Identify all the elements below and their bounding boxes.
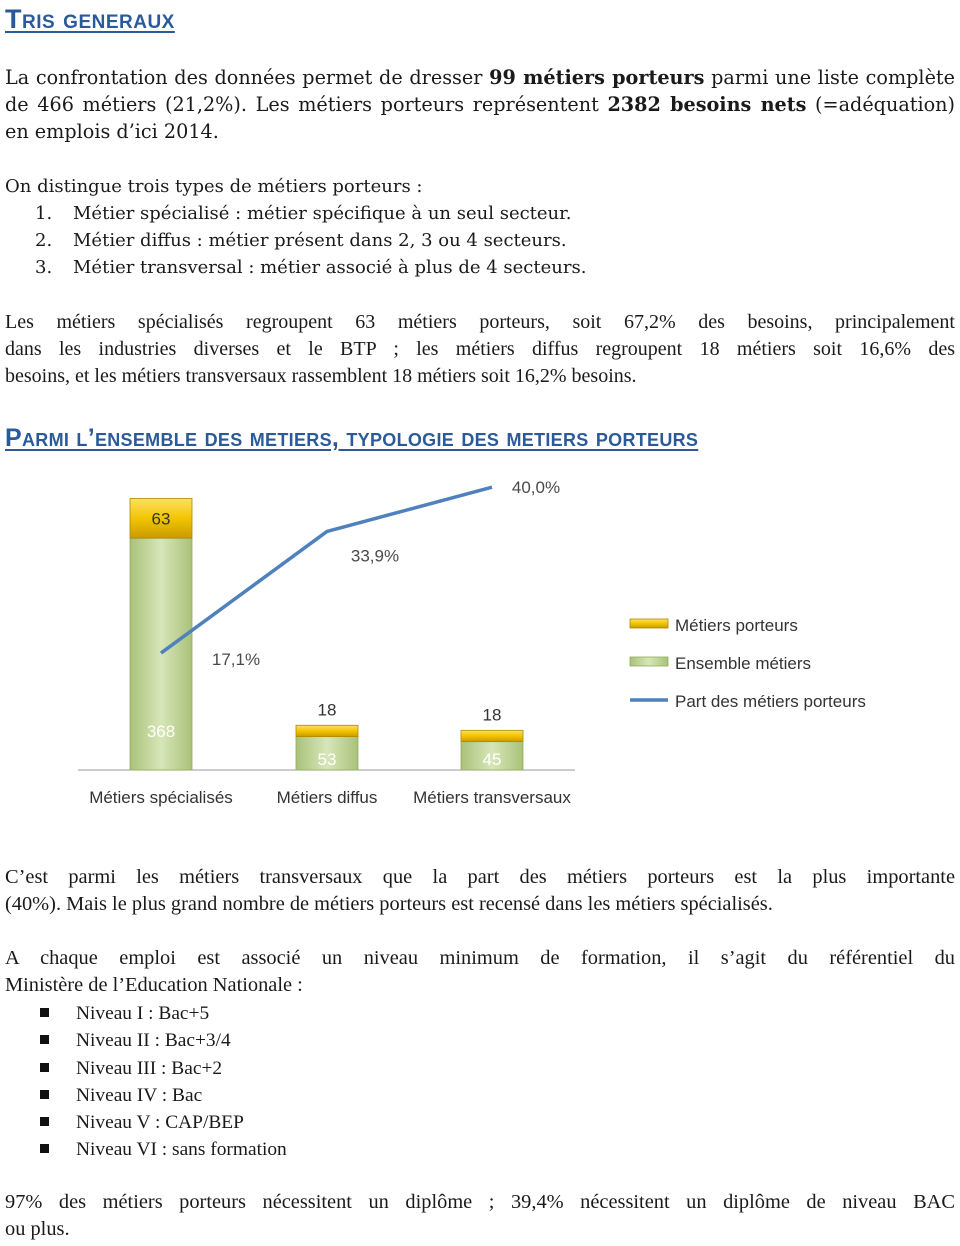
types-intro: On distingue trois types de métiers porteurs : xyxy=(5,176,423,197)
section-title-typologie: Parmi l’ensemble des metiers, typologie des metiers porteurs xyxy=(5,424,699,452)
data-label-ensemble: 53 xyxy=(317,750,337,769)
x-tick-label: Métiers spécialisés xyxy=(89,788,233,807)
bar-metiers-porteurs xyxy=(461,730,523,741)
intro-text: (=adéquation) xyxy=(806,93,956,116)
legend-label: Part des métiers porteurs xyxy=(675,692,866,711)
list-item: Niveau I : Bac+5 xyxy=(40,1000,287,1027)
intro-highlight-metiers: 99 métiers porteurs xyxy=(489,66,705,89)
formation-paragraph: A chaque emploi est associé un niveau minimum de formation, il s’agit du référentiel du Ministère de l’Education Nationale : xyxy=(5,947,955,996)
intro-highlight-besoins: 2382 besoins nets xyxy=(607,93,807,116)
intro-text: La confrontation des données permet de dresser xyxy=(5,66,490,89)
legend-label: Ensemble métiers xyxy=(675,654,812,673)
x-tick-label: Métiers transversaux xyxy=(413,788,571,807)
data-label-porteurs: 63 xyxy=(151,509,171,529)
list-item: Niveau VI : sans formation xyxy=(40,1136,287,1163)
list-item: Niveau IV : Bac xyxy=(40,1082,287,1109)
bullet-square-icon xyxy=(40,1144,49,1153)
summary-paragraph: Les métiers spécialisés regroupent 63 métiers porteurs, soit 67,2% des besoins, principalement dans les industries diverses et le BTP ; les métiers diffus regroupent 18 métiers soit 16,6% des besoins, et les métiers transversaux rassemblent 18 métiers soit 16,2% besoins. xyxy=(5,311,955,387)
section-title-tris-generaux: Tris generaux xyxy=(5,4,175,34)
data-label-part: 17,1% xyxy=(211,650,261,670)
data-label-ensemble: 45 xyxy=(482,750,502,769)
legend-swatch-ensemble xyxy=(630,657,668,666)
conclusion-paragraph: C’est parmi les métiers transversaux que la part des métiers porteurs est la plus importante (40%). Mais le plus grand nombre de métiers porteurs est recensé dans les métiers spécialisés. xyxy=(5,866,955,915)
data-label-part: 40,0% xyxy=(511,478,561,498)
type-list-item: 1. Métier spécialisé : métier spécifique à un seul secteur. xyxy=(35,203,572,224)
final-paragraph: 97% des métiers porteurs nécessitent un diplôme ; 39,4% nécessitent un diplôme de niveau BAC ou plus. xyxy=(5,1191,955,1240)
list-item: Niveau V : CAP/BEP xyxy=(40,1109,287,1136)
type-list-item: 3. Métier transversal : métier associé à plus de 4 secteurs. xyxy=(35,257,587,278)
bar-metiers-porteurs xyxy=(296,725,358,736)
intro-text: parmi une liste complète xyxy=(704,66,955,89)
intro-text: en emplois d’ici 2014. xyxy=(5,120,219,143)
legend-label: Métiers porteurs xyxy=(675,616,798,635)
data-label-porteurs: 18 xyxy=(482,705,502,725)
x-tick-label: Métiers diffus xyxy=(276,788,378,807)
data-label-porteurs: 18 xyxy=(317,700,337,720)
intro-text: de 466 métiers (21,2%). Les métiers porteurs représentent xyxy=(5,93,608,116)
type-list-item: 2. Métier diffus : métier présent dans 2, 3 ou 4 secteurs. xyxy=(35,230,567,251)
bullet-square-icon xyxy=(40,1090,49,1099)
bullet-square-icon xyxy=(40,1063,49,1072)
intro-paragraph xyxy=(5,64,955,145)
list-item: Niveau III : Bac+2 xyxy=(40,1055,287,1082)
bullet-square-icon xyxy=(40,1035,49,1044)
bullet-square-icon xyxy=(40,1008,49,1017)
data-label-ensemble: 368 xyxy=(146,722,176,741)
data-label-part: 33,9% xyxy=(350,546,400,566)
bullet-square-icon xyxy=(40,1117,49,1126)
typologie-chart xyxy=(0,470,960,820)
list-item: Niveau II : Bac+3/4 xyxy=(40,1027,287,1054)
legend-swatch-porteurs xyxy=(630,619,668,628)
line-part-metiers-porteurs xyxy=(161,487,492,653)
formation-levels-list xyxy=(40,1000,287,1164)
